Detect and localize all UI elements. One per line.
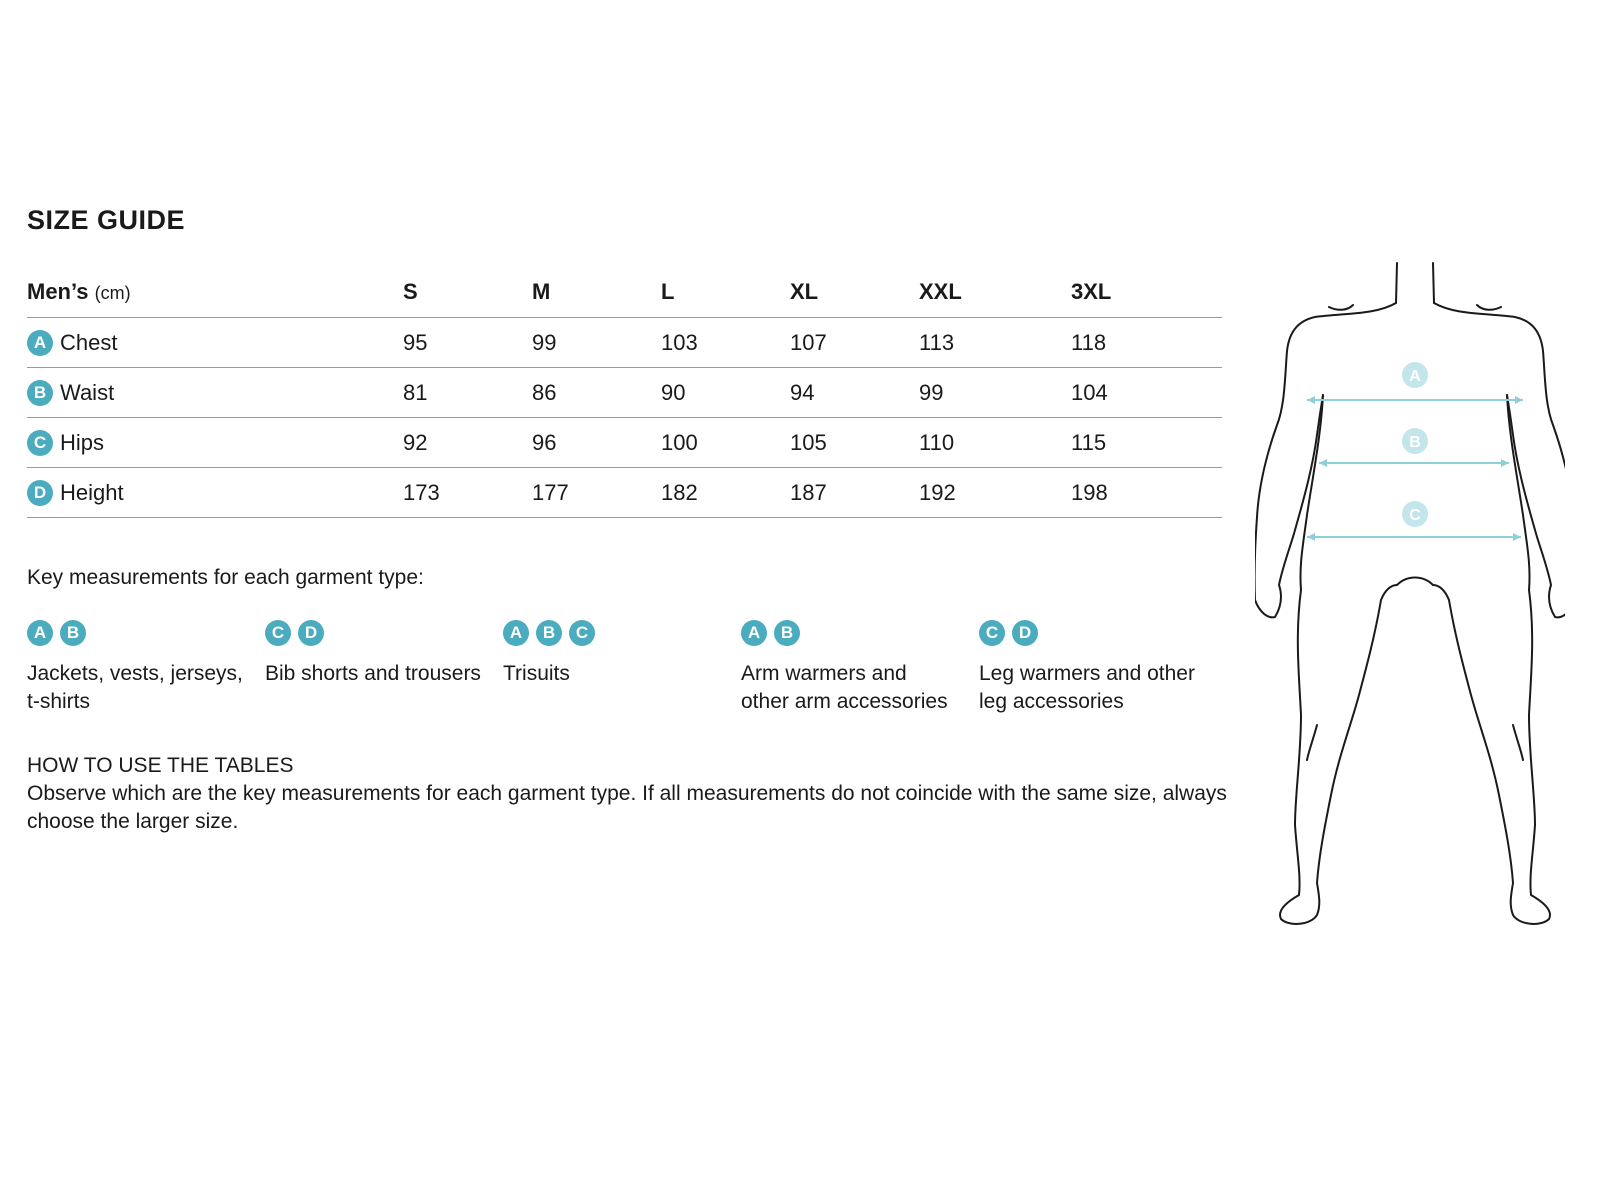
garment-badges xyxy=(741,620,966,650)
size-header-xxl: XXL xyxy=(919,266,1071,318)
table-cell: 105 xyxy=(790,418,919,468)
table-cell: 99 xyxy=(919,368,1071,418)
table-header-row xyxy=(27,266,1222,318)
table-cell: 94 xyxy=(790,368,919,418)
table-cell: 182 xyxy=(661,468,790,518)
garment-badges xyxy=(979,620,1204,650)
table-cell: 173 xyxy=(403,468,532,518)
table-cell: 115 xyxy=(1071,418,1222,468)
garment-bib-shorts xyxy=(265,620,490,688)
garment-leg-warmers xyxy=(979,620,1204,716)
table-cell: 198 xyxy=(1071,468,1222,518)
badge-a: A xyxy=(503,620,529,646)
badge-d: D xyxy=(1012,620,1038,646)
row-label-cell xyxy=(27,318,403,368)
row-label: Height xyxy=(60,479,124,505)
garment-badges xyxy=(503,620,728,650)
size-header-s: S xyxy=(403,266,532,318)
how-to-use-section xyxy=(27,752,1227,836)
table-row-waist xyxy=(27,368,1222,418)
page-title: SIZE GUIDE xyxy=(27,205,186,235)
size-table xyxy=(27,266,1222,518)
table-cell: 90 xyxy=(661,368,790,418)
unit-label: (cm) xyxy=(94,282,131,303)
marker-b-label: B xyxy=(1409,434,1421,451)
garment-name-line: t-shirts xyxy=(27,690,90,713)
garment-badges xyxy=(265,620,490,650)
size-header-l: L xyxy=(661,266,790,318)
badge-a: A xyxy=(741,620,767,646)
row-label: Hips xyxy=(60,429,105,455)
how-to-text: Observe which are the key measurements for each garment type. If all measurements do not coincide with the same size, always choose the larger size. xyxy=(27,782,1227,833)
garment-name xyxy=(27,660,252,716)
table-cell: 99 xyxy=(532,318,661,368)
size-header-3xl: 3XL xyxy=(1071,266,1222,318)
badge-c: C xyxy=(27,430,53,456)
how-to-title: HOW TO USE THE TABLES xyxy=(27,754,294,777)
header-label-cell xyxy=(27,266,403,318)
garment-name xyxy=(265,660,490,688)
row-label: Waist xyxy=(60,379,115,405)
table-row-height xyxy=(27,468,1222,518)
badge-a: A xyxy=(27,620,53,646)
table-cell: 92 xyxy=(403,418,532,468)
badge-c: C xyxy=(569,620,595,646)
table-cell: 177 xyxy=(532,468,661,518)
table-cell: 187 xyxy=(790,468,919,518)
garment-name xyxy=(503,660,728,688)
arrow-left-icon xyxy=(1307,533,1315,541)
size-header-m: M xyxy=(532,266,661,318)
table-cell: 113 xyxy=(919,318,1071,368)
table-row-chest xyxy=(27,318,1222,368)
size-header-xl: XL xyxy=(790,266,919,318)
garment-name-line: Trisuits xyxy=(503,662,570,685)
badge-d: D xyxy=(27,480,53,506)
table-cell: 118 xyxy=(1071,318,1222,368)
table-cell: 192 xyxy=(919,468,1071,518)
garment-name xyxy=(741,660,966,716)
arrow-left-icon xyxy=(1307,396,1315,404)
body-figure-illustration xyxy=(1255,255,1565,955)
table-cell: 100 xyxy=(661,418,790,468)
marker-c-label: C xyxy=(1409,507,1421,524)
key-measurements-heading: Key measurements for each garment type: xyxy=(27,566,424,589)
garment-name-line: Bib shorts and trousers xyxy=(265,662,481,685)
table-cell: 86 xyxy=(532,368,661,418)
badge-b: B xyxy=(60,620,86,646)
table-cell: 110 xyxy=(919,418,1071,468)
badge-d: D xyxy=(298,620,324,646)
row-label-cell xyxy=(27,468,403,518)
badge-a: A xyxy=(27,330,53,356)
arrow-right-icon xyxy=(1515,396,1523,404)
measurement-guides xyxy=(1307,362,1523,541)
table-cell: 81 xyxy=(403,368,532,418)
body-outline xyxy=(1255,263,1565,924)
table-cell: 103 xyxy=(661,318,790,368)
garment-name-line: Jackets, vests, jerseys, xyxy=(27,662,243,685)
header-label: Men’s xyxy=(27,278,89,304)
row-label-cell xyxy=(27,418,403,468)
garment-name xyxy=(979,660,1204,716)
garment-name-line: Leg warmers and other xyxy=(979,662,1195,685)
badge-b: B xyxy=(774,620,800,646)
garment-badges xyxy=(27,620,252,650)
table-cell: 96 xyxy=(532,418,661,468)
garment-jackets xyxy=(27,620,252,716)
badge-c: C xyxy=(265,620,291,646)
table-row-hips xyxy=(27,418,1222,468)
garment-name-line: Arm warmers and xyxy=(741,662,907,685)
arrow-left-icon xyxy=(1319,459,1327,467)
badge-b: B xyxy=(27,380,53,406)
table-cell: 95 xyxy=(403,318,532,368)
row-label: Chest xyxy=(60,329,118,355)
arrow-right-icon xyxy=(1513,533,1521,541)
table-cell: 107 xyxy=(790,318,919,368)
table-cell: 104 xyxy=(1071,368,1222,418)
garment-arm-warmers xyxy=(741,620,966,716)
badge-b: B xyxy=(536,620,562,646)
garment-name-line: leg accessories xyxy=(979,690,1124,713)
marker-a-label: A xyxy=(1409,368,1421,385)
badge-c: C xyxy=(979,620,1005,646)
garment-name-line: other arm accessories xyxy=(741,690,948,713)
arrow-right-icon xyxy=(1501,459,1509,467)
row-label-cell xyxy=(27,368,403,418)
garment-trisuits xyxy=(503,620,728,688)
